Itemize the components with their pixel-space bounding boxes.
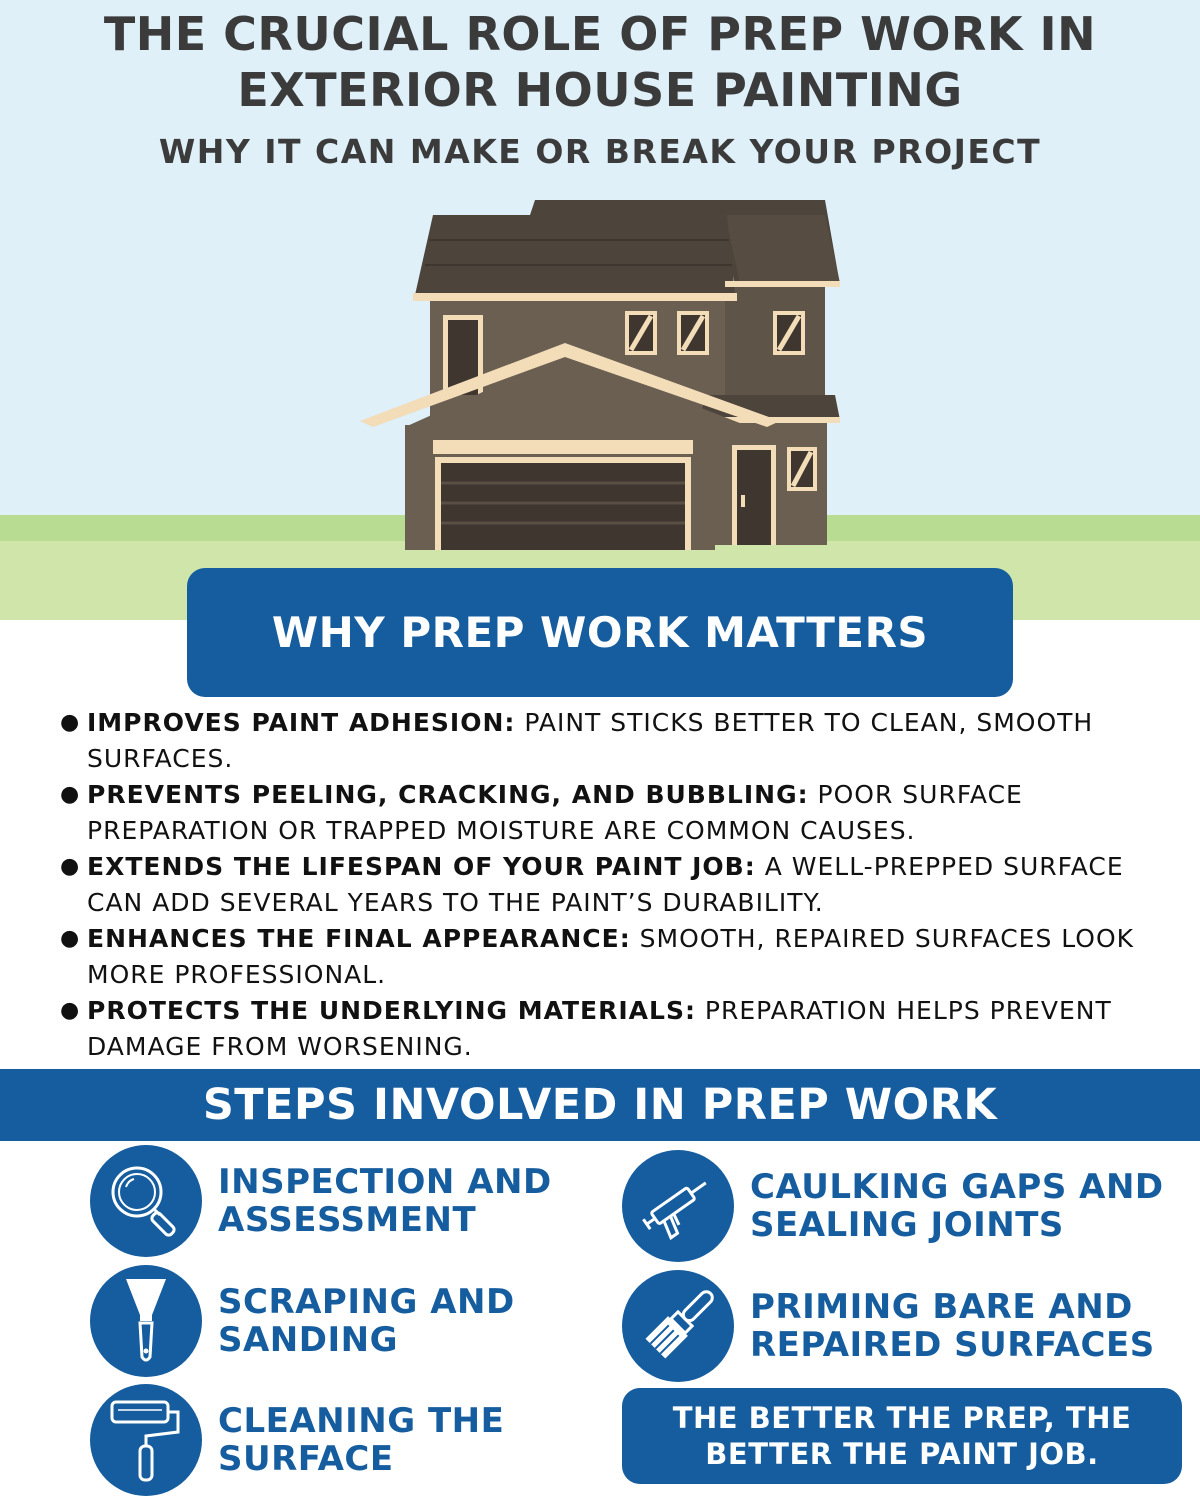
step-caulking: [622, 1150, 1164, 1262]
benefit-term: EXTENDS THE LIFESPAN OF YOUR PAINT JOB:: [87, 852, 756, 881]
bullet-icon: ●: [60, 926, 81, 951]
benefit-term: PREVENTS PEELING, CRACKING, AND BUBBLING:: [87, 780, 809, 809]
step-label-line: SANDING: [218, 1320, 398, 1360]
step-label: [218, 1163, 552, 1239]
benefit-term: ENHANCES THE FINAL APPEARANCE:: [87, 924, 631, 953]
putty-knife-icon: [90, 1265, 202, 1377]
step-priming: [622, 1270, 1155, 1382]
page-subtitle: WHY IT CAN MAKE OR BREAK YOUR PROJECT: [158, 132, 1042, 171]
bullet-icon: ●: [60, 998, 81, 1023]
bullet-icon: ●: [60, 782, 81, 807]
why-prep-work-heading: WHY PREP WORK MATTERS: [187, 568, 1013, 697]
step-label-line: PRIMING BARE AND: [750, 1287, 1133, 1327]
list-item: [60, 777, 1170, 849]
step-label-line: CLEANING THE: [218, 1401, 505, 1441]
step-label: [218, 1402, 504, 1478]
benefit-text: POOR SURFACE PREPARATION OR TRAPPED MOISTURE ARE COMMON CAUSES.: [87, 780, 1023, 845]
step-label-line: SEALING JOINTS: [750, 1205, 1064, 1245]
tagline-text: THE BETTER THE PREP, THE BETTER THE PAINT JOB.: [672, 1401, 1132, 1471]
tagline-banner: [622, 1388, 1182, 1484]
house-illustration: [355, 195, 845, 550]
page-title: THE CRUCIAL ROLE OF PREP WORK IN EXTERIOR HOUSE PAINTING: [103, 7, 1097, 117]
steps-heading: STEPS INVOLVED IN PREP WORK: [0, 1069, 1200, 1141]
caulking-gun-icon: [622, 1150, 734, 1262]
paintbrush-icon: [622, 1270, 734, 1382]
benefit-text: PAINT STICKS BETTER TO CLEAN, SMOOTH SURFACES.: [87, 708, 1094, 773]
list-item: [60, 921, 1170, 993]
benefit-text: SMOOTH, REPAIRED SURFACES LOOK MORE PROFESSIONAL.: [87, 924, 1135, 989]
bullet-icon: ●: [60, 854, 81, 879]
step-inspection: [90, 1145, 552, 1257]
benefit-text: PREPARATION HELPS PREVENT DAMAGE FROM WORSENING.: [87, 996, 1112, 1061]
step-label: [750, 1168, 1164, 1244]
step-label-line: CAULKING GAPS AND: [750, 1167, 1164, 1207]
step-label-line: INSPECTION AND: [218, 1162, 552, 1202]
paint-roller-icon: [90, 1384, 202, 1496]
benefit-term: PROTECTS THE UNDERLYING MATERIALS:: [87, 996, 696, 1025]
step-label-line: REPAIRED SURFACES: [750, 1325, 1155, 1365]
bullet-icon: ●: [60, 710, 81, 735]
benefits-list: [60, 705, 1170, 1065]
step-label-line: SCRAPING AND: [218, 1282, 515, 1322]
step-label: [218, 1283, 515, 1359]
magnifying-glass-icon: [90, 1145, 202, 1257]
list-item: [60, 705, 1170, 777]
benefit-term: IMPROVES PAINT ADHESION:: [87, 708, 516, 737]
list-item: [60, 993, 1170, 1065]
benefit-text: A WELL-PREPPED SURFACE CAN ADD SEVERAL YEARS TO THE PAINT’S DURABILITY.: [87, 852, 1124, 917]
step-label: [750, 1288, 1155, 1364]
step-scraping: [90, 1265, 515, 1377]
step-cleaning: [90, 1384, 504, 1496]
list-item: [60, 849, 1170, 921]
step-label-line: SURFACE: [218, 1439, 394, 1479]
step-label-line: ASSESSMENT: [218, 1200, 477, 1240]
